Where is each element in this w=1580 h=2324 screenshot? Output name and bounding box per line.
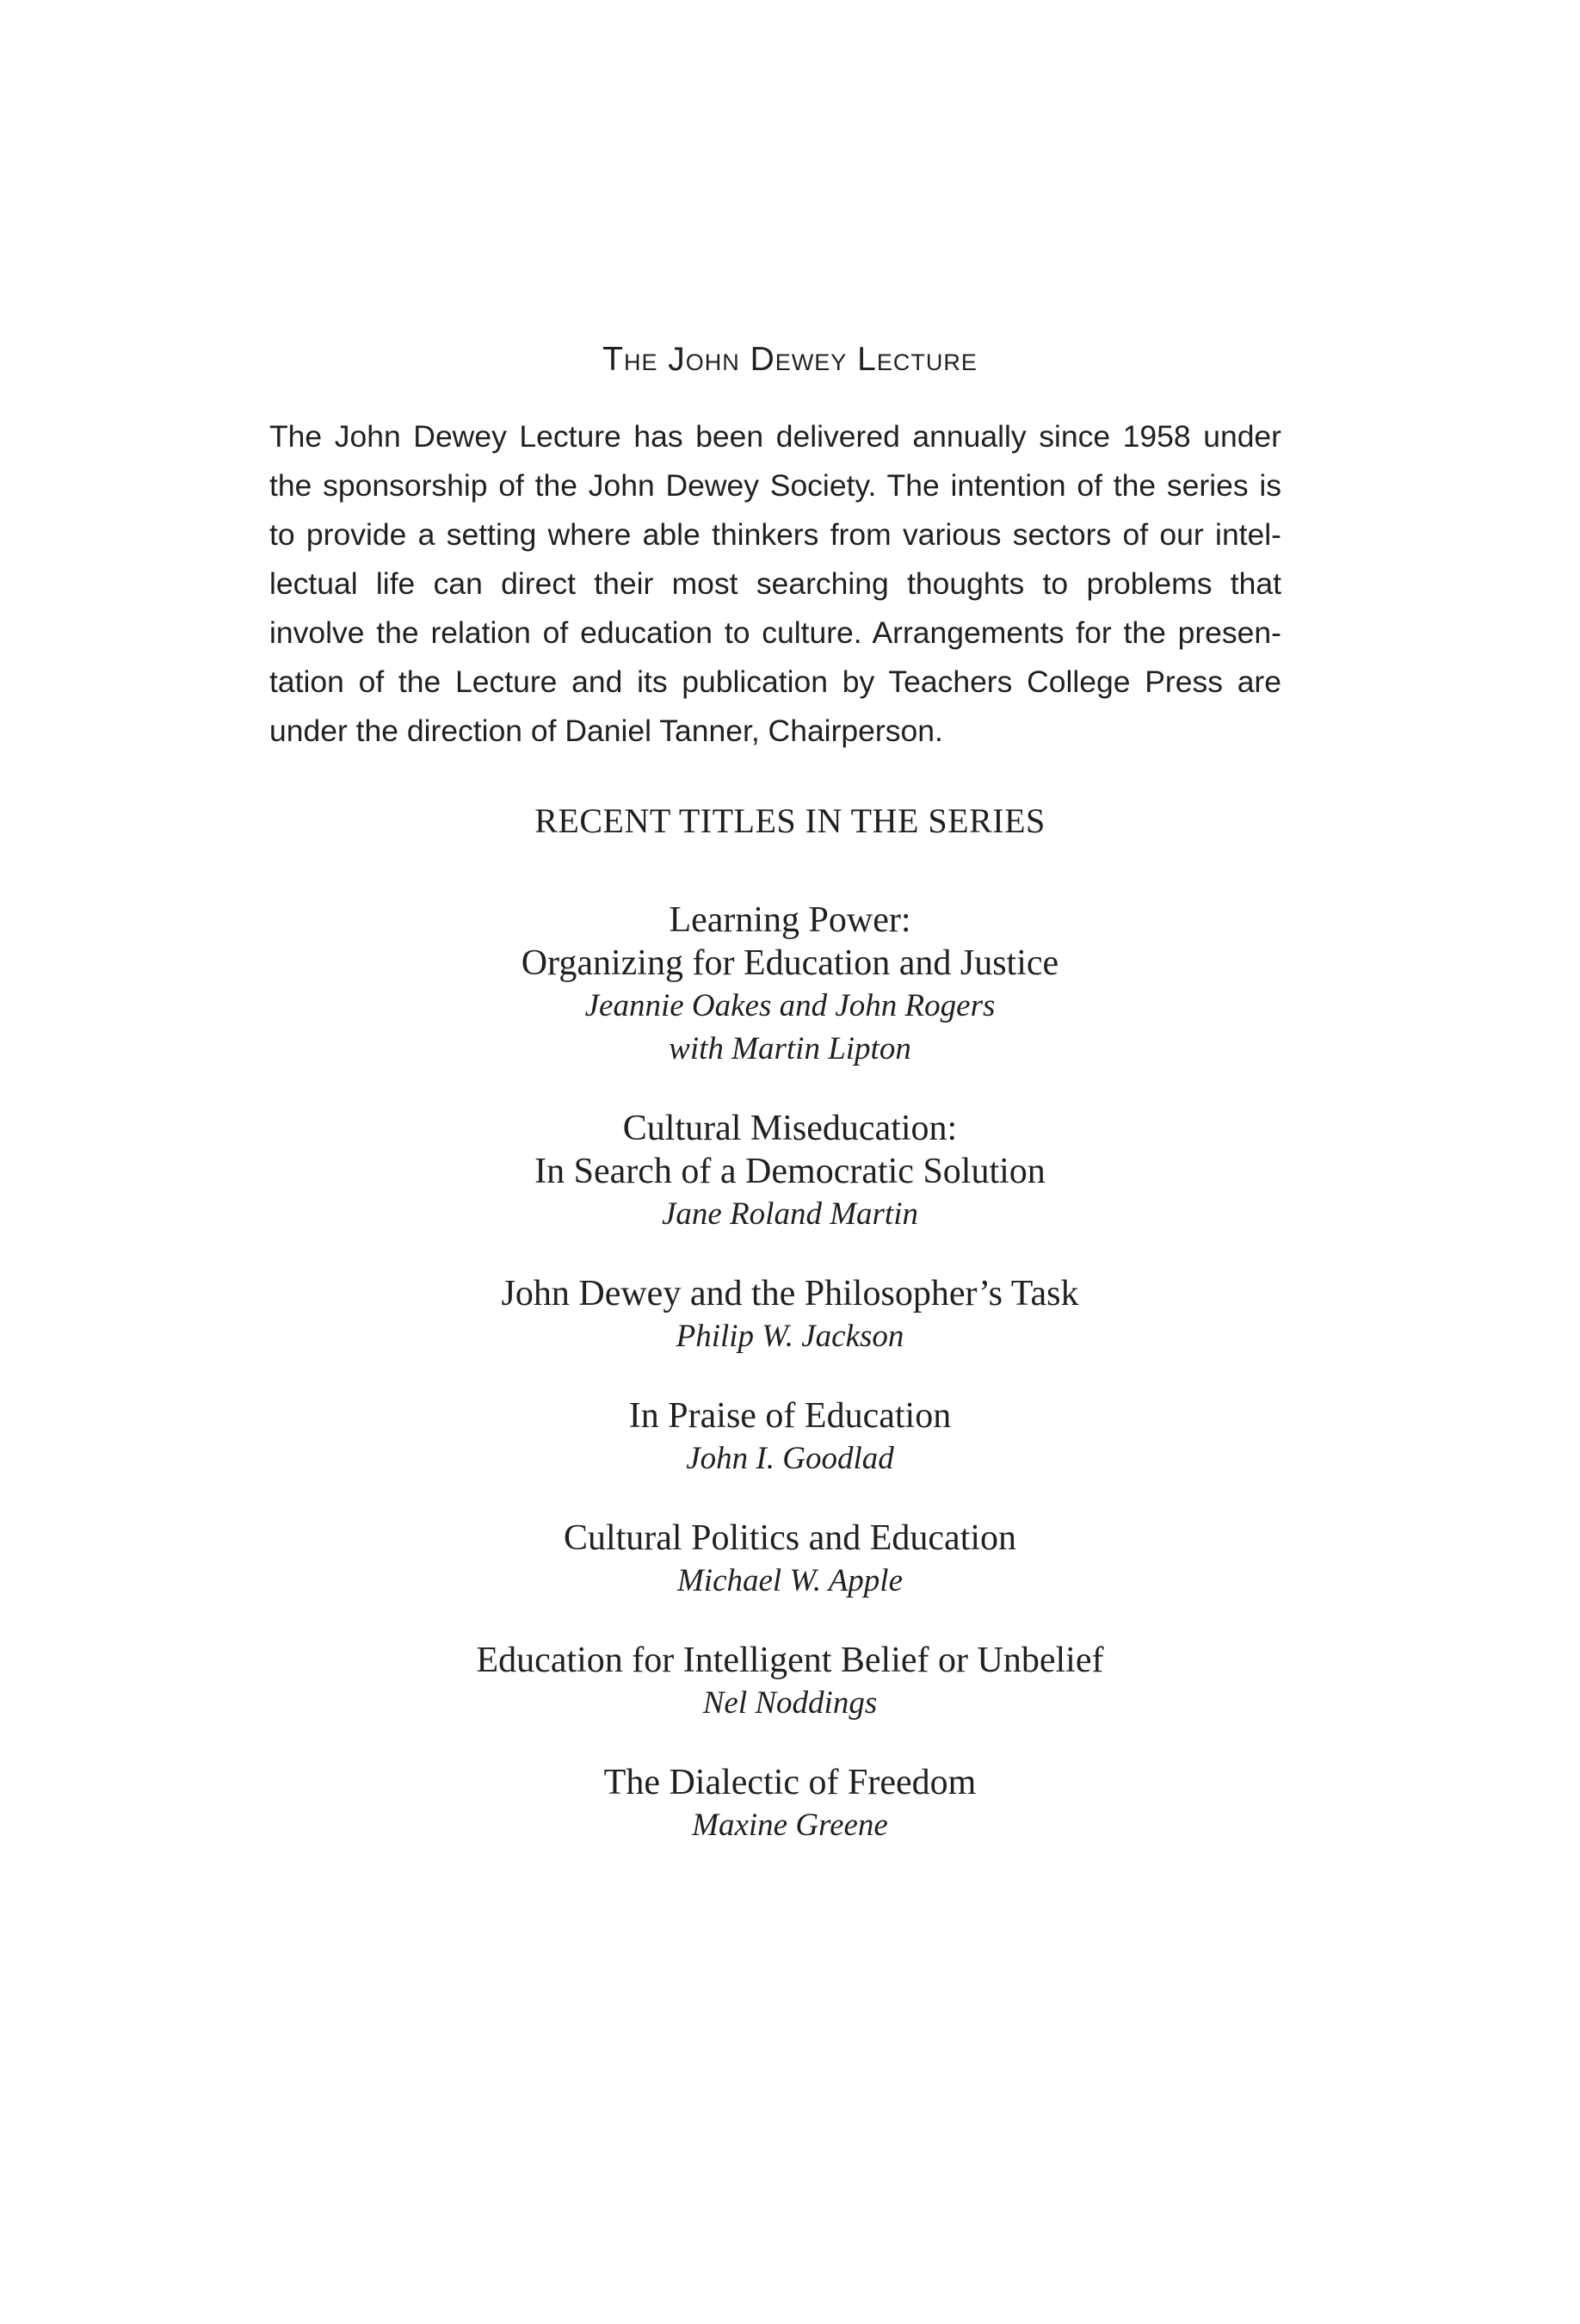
book-author-line: with Martin Lipton (669, 1031, 911, 1066)
titles-list (0, 899, 1580, 1883)
intro-line: under the direction of Daniel Tanner, Chairperson. (269, 714, 943, 748)
book-author-line: Jeannie Oakes and John Rogers (584, 988, 996, 1023)
book-title-line: John Dewey and the Philosopher’s Task (501, 1274, 1079, 1313)
title-entry (0, 1639, 1580, 1725)
book-author-line: John I. Goodlad (686, 1441, 894, 1476)
book-title-line: Cultural Miseducation: (622, 1109, 958, 1148)
intro-line: lectual life can direct their most searching thoughts to problems that (269, 566, 1281, 601)
intro-line: to provide a setting where able thinkers from various sectors of our intel- (269, 517, 1281, 552)
series-heading: The John Dewey Lecture (602, 341, 978, 378)
intro-line: involve the relation of education to culture. Arrangements for the presen- (269, 615, 1281, 650)
book-title-line: In Search of a Democratic Solution (534, 1152, 1046, 1191)
title-entry (0, 1517, 1580, 1603)
book-author-line: Nel Noddings (702, 1685, 878, 1721)
title-entry (0, 1272, 1580, 1358)
title-entry (0, 1761, 1580, 1847)
book-title-line: Organizing for Education and Justice (521, 943, 1059, 983)
book-title-line: Learning Power: (669, 900, 911, 940)
title-entry (0, 899, 1580, 1071)
intro-paragraph (269, 412, 1281, 756)
book-title-line: The Dialectic of Freedom (603, 1763, 977, 1802)
book-title-line: Education for Intelligent Belief or Unbelief (476, 1641, 1104, 1680)
book-author-line: Michael W. Apple (676, 1563, 904, 1598)
book-author-line: Philip W. Jackson (676, 1319, 904, 1354)
title-entry (0, 1394, 1580, 1480)
book-title-line: Cultural Politics and Education (563, 1518, 1017, 1558)
intro-line: tation of the Lecture and its publication by Teachers College Press are (269, 664, 1281, 699)
book-title-line: In Praise of Education (628, 1396, 952, 1436)
book-author-line: Maxine Greene (692, 1808, 888, 1843)
title-entry (0, 1107, 1580, 1236)
book-author-line: Jane Roland Martin (661, 1196, 918, 1232)
recent-titles-heading: RECENT TITLES IN THE SERIES (534, 801, 1046, 840)
intro-line: the sponsorship of the John Dewey Society. The intention of the series is (269, 468, 1281, 503)
intro-line: The John Dewey Lecture has been delivered annually since 1958 under (269, 419, 1281, 454)
